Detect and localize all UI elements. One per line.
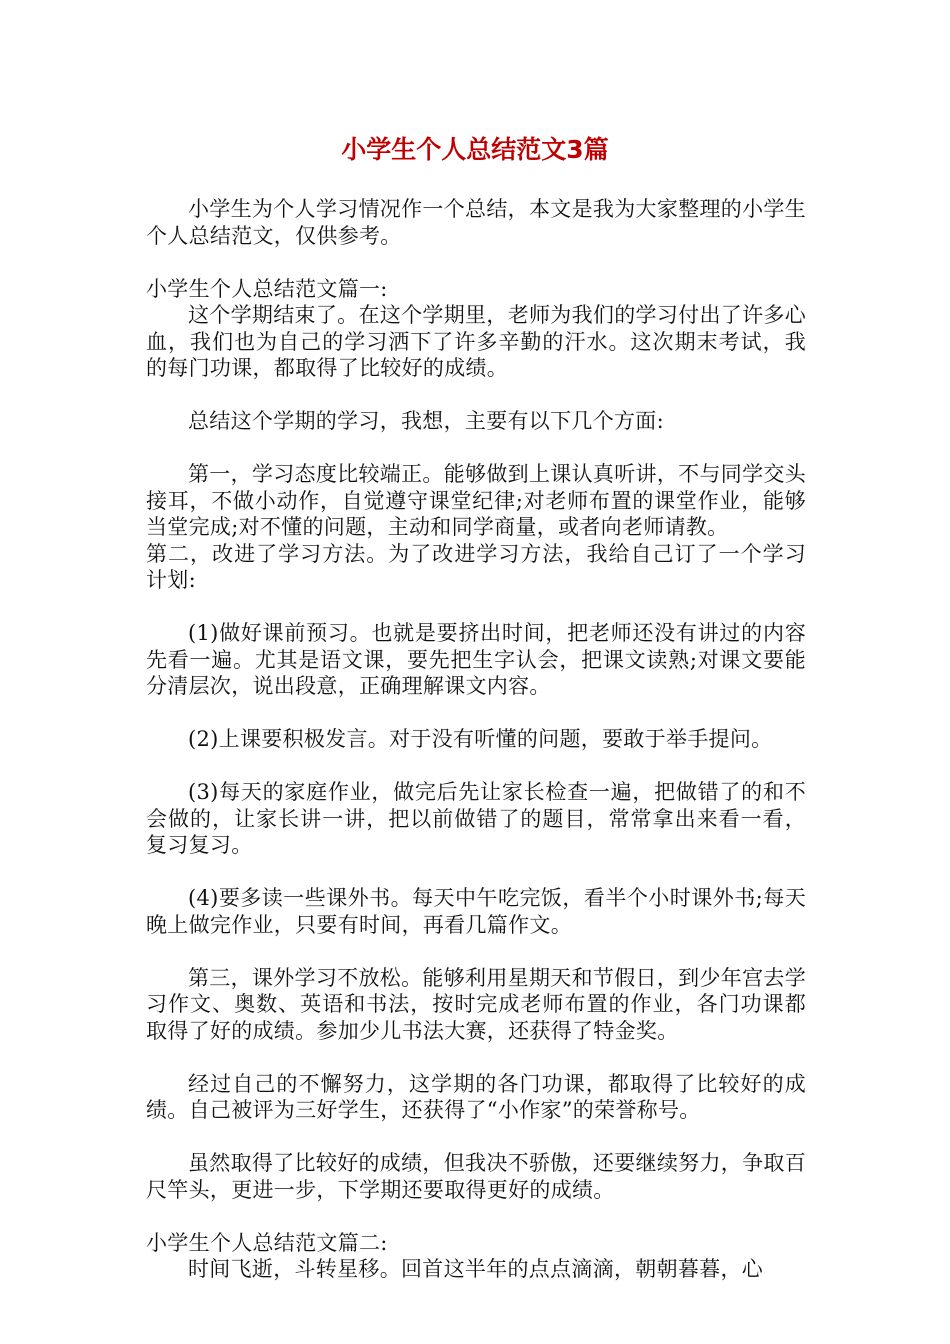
- paragraph: 虽然取得了比较好的成绩，但我决不骄傲，还要继续努力，争取百尺竿头，更进一步，下学期还要取得更好的成绩。: [146, 1151, 806, 1202]
- paragraph: 第一，学习态度比较端正。能够做到上课认真听讲，不与同学交头接耳，不做小动作，自觉遵守课堂纪律;对老师布置的课堂作业，能够当堂完成;对不懂的问题，主动和同学商量，或者向老师请教。: [146, 462, 806, 539]
- paragraph: (4)要多读一些课外书。每天中午吃完饭，看半个小时课外书;每天晚上做完作业，只要有时间，再看几篇作文。: [146, 886, 806, 937]
- intro-paragraph: 小学生为个人学习情况作一个总结，本文是我为大家整理的小学生个人总结范文，仅供参考。: [146, 197, 806, 248]
- paragraph: 第三，课外学习不放松。能够利用星期天和节假日，到少年宫去学习作文、奥数、英语和书法，按时完成老师布置的作业，各门功课都取得了好的成绩。参加少儿书法大赛，还获得了特金奖。: [146, 965, 806, 1043]
- paragraph: (1)做好课前预习。也就是要挤出时间，把老师还没有讲过的内容先看一遍。尤其是语文课，要先把生字认会，把课文读熟;对课文要能分清层次，说出段意，正确理解课文内容。: [146, 621, 806, 698]
- document-title: 小学生个人总结范文3篇: [341, 135, 609, 164]
- document-body: [146, 196, 806, 1283]
- paragraph: 经过自己的不懈努力，这学期的各门功课，都取得了比较好的成绩。自己被评为三好学生，还获得了“小作家”的荣誉称号。: [146, 1071, 806, 1122]
- paragraph: 这个学期结束了。在这个学期里，老师为我们的学习付出了许多心血，我们也为自己的学习洒下了许多辛勤的汗水。这次期末考试，我的每门功课，都取得了比较好的成绩。: [146, 303, 806, 380]
- section-heading-1: 小学生个人总结范文篇一:: [146, 276, 388, 301]
- paragraph: 第二，改进了学习方法。为了改进学习方法，我给自己订了一个学习计划:: [146, 541, 806, 592]
- paragraph: (2)上课要积极发言。对于没有听懂的问题，要敢于举手提问。: [188, 727, 773, 751]
- section-heading-2: 小学生个人总结范文篇二:: [146, 1230, 388, 1255]
- paragraph: 时间飞逝，斗转星移。回首这半年的点点滴滴，朝朝暮暮，心: [188, 1257, 764, 1281]
- paragraph: (3)每天的家庭作业，做完后先让家长检查一遍，把做错了的和不会做的，让家长讲一讲，把以前做错了的题目，常常拿出来看一看，复习复习。: [146, 780, 806, 857]
- paragraph: 总结这个学期的学习，我想，主要有以下几个方面:: [188, 409, 664, 433]
